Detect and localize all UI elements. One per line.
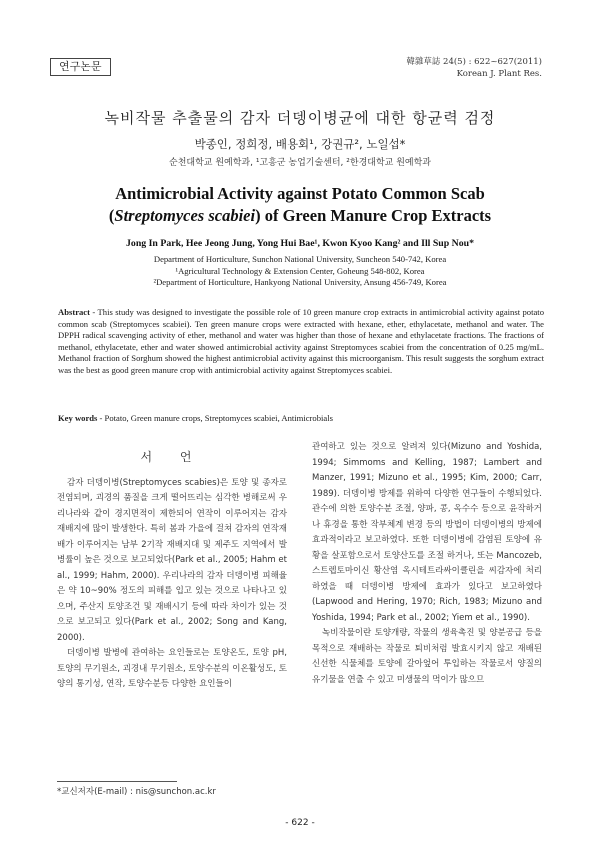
page-number: - 622 - bbox=[285, 818, 315, 828]
affiliation-1: Department of Horticulture, Sunchon National University, Suncheon 540-742, Korea bbox=[153, 254, 447, 264]
section-title: 서 언 bbox=[140, 450, 204, 464]
keywords-text: - Potato, Green manure crops, Streptomyces scabiei, Antimicrobials bbox=[97, 413, 333, 423]
abstract bbox=[58, 307, 544, 377]
english-title bbox=[0, 183, 600, 227]
journal-name: Korean J. Plant Res. bbox=[456, 69, 542, 79]
corresponding-author-footnote: *교신저자(E-mail) : nis@sunchon.ac.kr bbox=[57, 787, 216, 797]
korean-title: 녹비작물 추출물의 감자 더뎅이병균에 대한 항균력 검정 bbox=[104, 109, 496, 127]
affiliation-3: ²Department of Horticulture, Hankyong National University, Ansung 456-749, Korea bbox=[153, 277, 447, 287]
footnote-divider bbox=[57, 781, 177, 782]
korean-affiliations: 순천대학교 원예학과, ¹고흥군 농업기술센터, ²한경대학교 원예학과 bbox=[169, 158, 431, 168]
journal-info bbox=[406, 56, 542, 80]
korean-authors: 박종인, 정희정, 배용회¹, 강권규², 노일섭* bbox=[194, 137, 406, 151]
paragraph: 감자 더뎅이병(Streptomyces scabies)은 토양 및 종자로 전염되며, 괴경의 품질을 크게 떨어뜨리는 심각한 병해로써 우리나라와 같이 경지면적이 제한되어 연작이 이루어지는 감자 재배지에 많이 발생한다. 특히 봄과 가을에 걸쳐 감자의 연작재배가 이루어지는 남부 2기작 재배지대 및 제주도 지역에서 발병률이 높은 것으로 보고되었다(Park et al., 2005; Hahm et al., 1999; Hahm, 2000). 우리나라의 감자 더뎅이병 피해율은 약 10~90% 정도의 피해를 입고 있는 것으로 나타나고 있으며, 주산지 토양조건 및 재배시기 등에 따라 차이가 있는 것으로 보고되고 있다(Park et al., 2002; Song and Kang, 2000). bbox=[57, 477, 287, 643]
english-title-line2 bbox=[0, 205, 600, 227]
title-rest: ) of Green Manure Crop Extracts bbox=[255, 206, 492, 225]
english-affiliations bbox=[0, 254, 600, 289]
body-left-column bbox=[57, 444, 287, 693]
english-authors: Jong In Park, Hee Jeong Jung, Yong Hui Bae¹, Kwon Kyoo Kang² and Ill Sup Nou* bbox=[126, 238, 474, 249]
english-title-line1: Antimicrobial Activity against Potato Common Scab bbox=[115, 184, 485, 203]
paragraph: 관여하고 있는 것으로 알려져 있다(Mizuno and Yoshida, 1994; Simmoms and Kelling, 1987; Lambert and Manzer, 1991; Mizuno et al., 1995; Kim, 2000; Carr, 1989). 더뎅이병 방제를 위하여 다양한 연구들이 수행되었다. 관수에 의한 토양수분 조절, 양파, 콩, 옥수수 등으로 윤작하거나 휴경을 통한 작부체계 변경 등의 방법이 더뎅이병의 방제에 효과적이라고 보고하였다. 또한 더뎅이병에 감염된 토양에 유황을 살포함으로서 토양산도를 조절 하거나, 또는 Mancozeb, 스트렙토마이신 황산염 옥시테트라싸이클린을 씨감자에 처리하였을 때 더뎅이병 방제에 효과가 있다고 보고하였다(Lapwood and Hering, 1970; Rich, 1983; Mizuno and Yoshida, 1994; Park et al., 2002; Yiem et al., 1990). bbox=[312, 442, 542, 623]
body-right-column bbox=[312, 440, 542, 688]
paragraph: 더뎅이병 발병에 관여하는 요인들로는 토양온도, 토양 pH, 토양의 무기원소, 괴경내 무기원소, 토양수분의 이온활성도, 토양의 통기성, 연작, 토양수분등 다양한 요인들이 bbox=[57, 648, 287, 689]
journal-citation: 韓雜草誌 24(5) : 622~627(2011) bbox=[406, 57, 542, 67]
paragraph: 녹비작물이란 토양개량, 작물의 생육촉진 및 양분공급 등을 목적으로 재배하는 작물로 퇴비처럼 발효시키지 않고 재배된 신선한 식물체를 토양에 갈아엎어 투입하는 작물로서 양질의 유기물을 연출 수 있고 미생물의 먹이가 많으므 bbox=[312, 628, 542, 685]
abstract-text: - This study was designed to investigate the possible role of 10 green manure crop extracts in antimicrobial activity against potato common scab (Streptomyces scabiei). Ten green manure crops were extracted with hexane, ether, ethylacetate, methanol and water. The DPPH radical scavenging activity of ether, methanol and water was higher than those of hexane and ethylacetate fractions. The fractions of methanol, ethylacetate, ether and water showed antimicrobial activity against Streptomyces scabiei from the concentration of 0.25 mg/mL. Methanol fraction of Sorghum showed the highest antimicrobial activity against this microorganism. This result suggests the sorghum extract was the best as good green manure crop with antimicrobial activity against Streptomyces scabiei. bbox=[58, 307, 544, 375]
keywords bbox=[58, 413, 544, 423]
title-species: Streptomyces scabiei bbox=[114, 206, 256, 225]
article-type-label: 연구논문 bbox=[50, 58, 111, 76]
keywords-label: Key words bbox=[58, 413, 98, 423]
title-open-paren: ( bbox=[108, 206, 115, 225]
affiliation-2: ¹Agricultural Technology & Extension Center, Goheung 548-802, Korea bbox=[175, 265, 425, 276]
abstract-label: Abstract bbox=[58, 307, 90, 317]
